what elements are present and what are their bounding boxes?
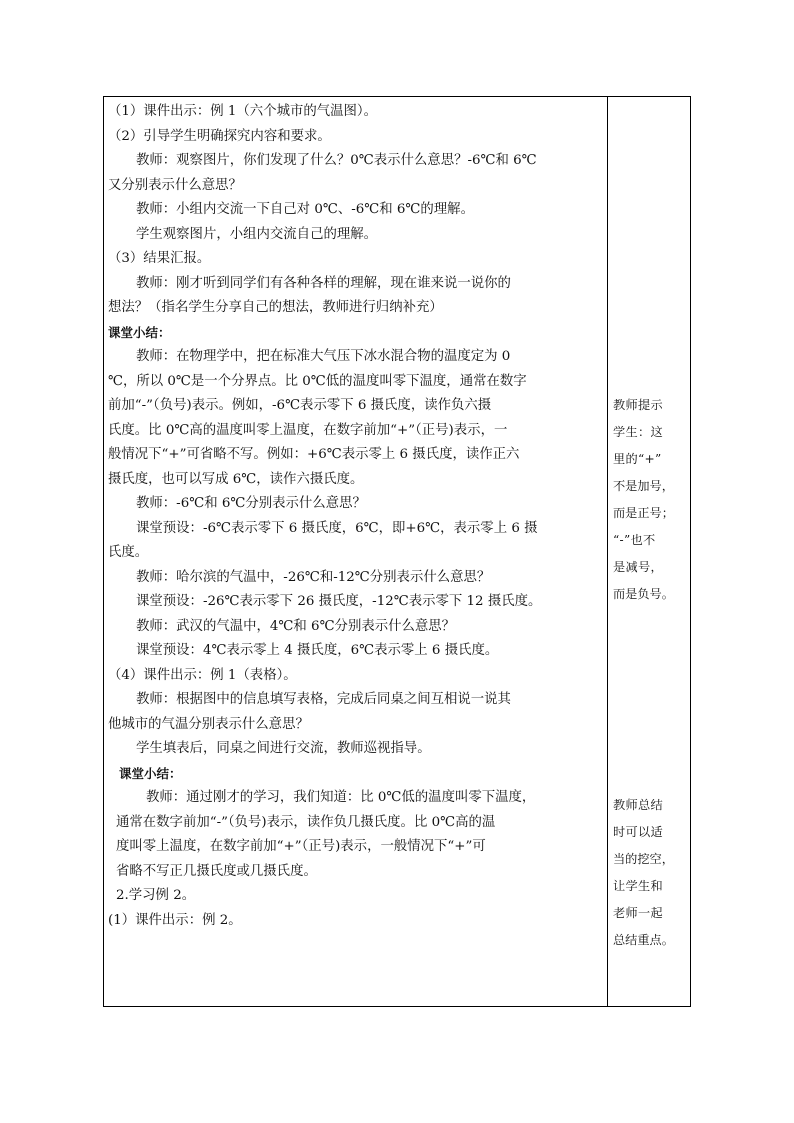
note-line: “-”也不 [613,533,656,547]
text-line: （2）引导学生明确探究内容和要求。 [108,128,331,144]
text-line: 教师：观察图片，你们发现了什么？0℃表示什么意思？-6℃和 6℃ [136,153,537,168]
text-line: 氏度。 [108,545,149,560]
lesson-content-column [108,100,604,933]
text-line: 摄氏度，也可以写成 6℃，读作六摄氏度。 [108,471,364,487]
text-line: 度叫零上温度，在数字前加“+”（正号)表示，一般情况下“+”可 [116,839,486,854]
text-line: 教师：小组内交流一下自己对 0℃、-6℃和 6℃的理解。 [136,202,474,217]
note-line: 让学生和 [613,879,663,893]
text-line: 课堂预设：4℃表示零上 4 摄氏度，6℃表示零上 6 摄氏度。 [136,643,499,658]
text-line: 想法？（指名学生分享自己的想法，教师进行归纳补充） [108,300,443,315]
text-line: (1）课件出示：例 2。 [108,912,242,928]
lesson-table [103,96,691,1007]
text-line: ℃，所以 0℃是一个分界点。比 0℃低的温度叫零下温度，通常在数字 [108,373,527,389]
text-line: 教师：刚才听到同学们有各种各样的理解，现在谁来说一说你的 [136,275,511,291]
text-line: 学生观察图片，小组内交流自己的理解。 [136,226,378,242]
note-line: 不是加号， [613,479,674,493]
text-line: 教师：通过刚才的学习，我们知道：比 0℃低的温度叫零下温度， [146,790,536,805]
text-line: 前加“-”（负号)表示。例如，-6℃表示零下 6 摄氏度，读作负六摄 [108,398,492,413]
column-divider [607,97,608,1006]
text-line: 氏度。比 0℃高的温度叫零上温度，在数字前加“+”（正号)表示，一 [108,422,508,438]
note-line: 而是正号； [613,506,674,520]
note-line: 里的“+” [613,452,662,466]
text-line: 教师：武汉的气温中，4℃和 6℃分别表示什么意思？ [136,618,456,634]
text-line: （1）课件出示：例 1（六个城市的气温图）。 [108,104,378,119]
text-line: 般情况下“+”可省略不写。例如：+6℃表示零上 6 摄氏度，读作正六 [108,447,520,462]
text-line: 省略不写正几摄氏度或几摄氏度。 [116,863,317,879]
note-line: 教师总结 [613,798,663,812]
teacher-note-2 [613,792,689,954]
note-line: 是减号， [613,560,663,574]
text-line: 学生填表后，同桌之间进行交流，教师巡视指导。 [136,741,431,756]
note-line: 老师一起 [613,906,663,920]
text-line: 通常在数字前加“-”（负号)表示，读作负几摄氏度。比 0℃高的温 [116,814,496,830]
text-line: 教师：根据图中的信息填写表格，完成后同桌之间互相说一说其 [136,692,511,707]
text-line: 他城市的气温分别表示什么意思？ [108,716,309,732]
note-line: 当的挖空， [613,852,674,866]
text-line: 课堂预设：-6℃表示零下 6 摄氏度，6℃，即+6℃，表示零上 6 摄 [136,520,538,536]
text-line: 又分别表示什么意思？ [108,177,242,193]
note-line: 教师提示 [613,398,663,412]
note-line: 总结重点。 [613,933,674,947]
text-line: 教师：在物理学中，把在标准大气压下冰水混合物的温度定为 0 [136,349,511,364]
note-line: 而是负号。 [613,587,674,601]
section-heading: 课堂小结： [119,765,182,781]
note-line: 时可以适 [613,825,663,839]
text-line: （3）结果汇报。 [108,251,211,266]
text-line: 2.学习例 2。 [116,888,196,903]
text-line: 教师：-6℃和 6℃分别表示什么意思？ [136,496,366,511]
section-heading: 课堂小结： [108,324,171,340]
text-line: 课堂预设：-26℃表示零下 26 摄氏度，-12℃表示零下 12 摄氏度。 [136,594,542,609]
teacher-note-1 [613,392,689,608]
note-line: 学生：这 [613,425,663,439]
text-line: （4）课件出示：例 1（表格）。 [108,667,297,683]
text-line: 教师：哈尔滨的气温中，-26℃和-12℃分别表示什么意思？ [136,569,491,585]
